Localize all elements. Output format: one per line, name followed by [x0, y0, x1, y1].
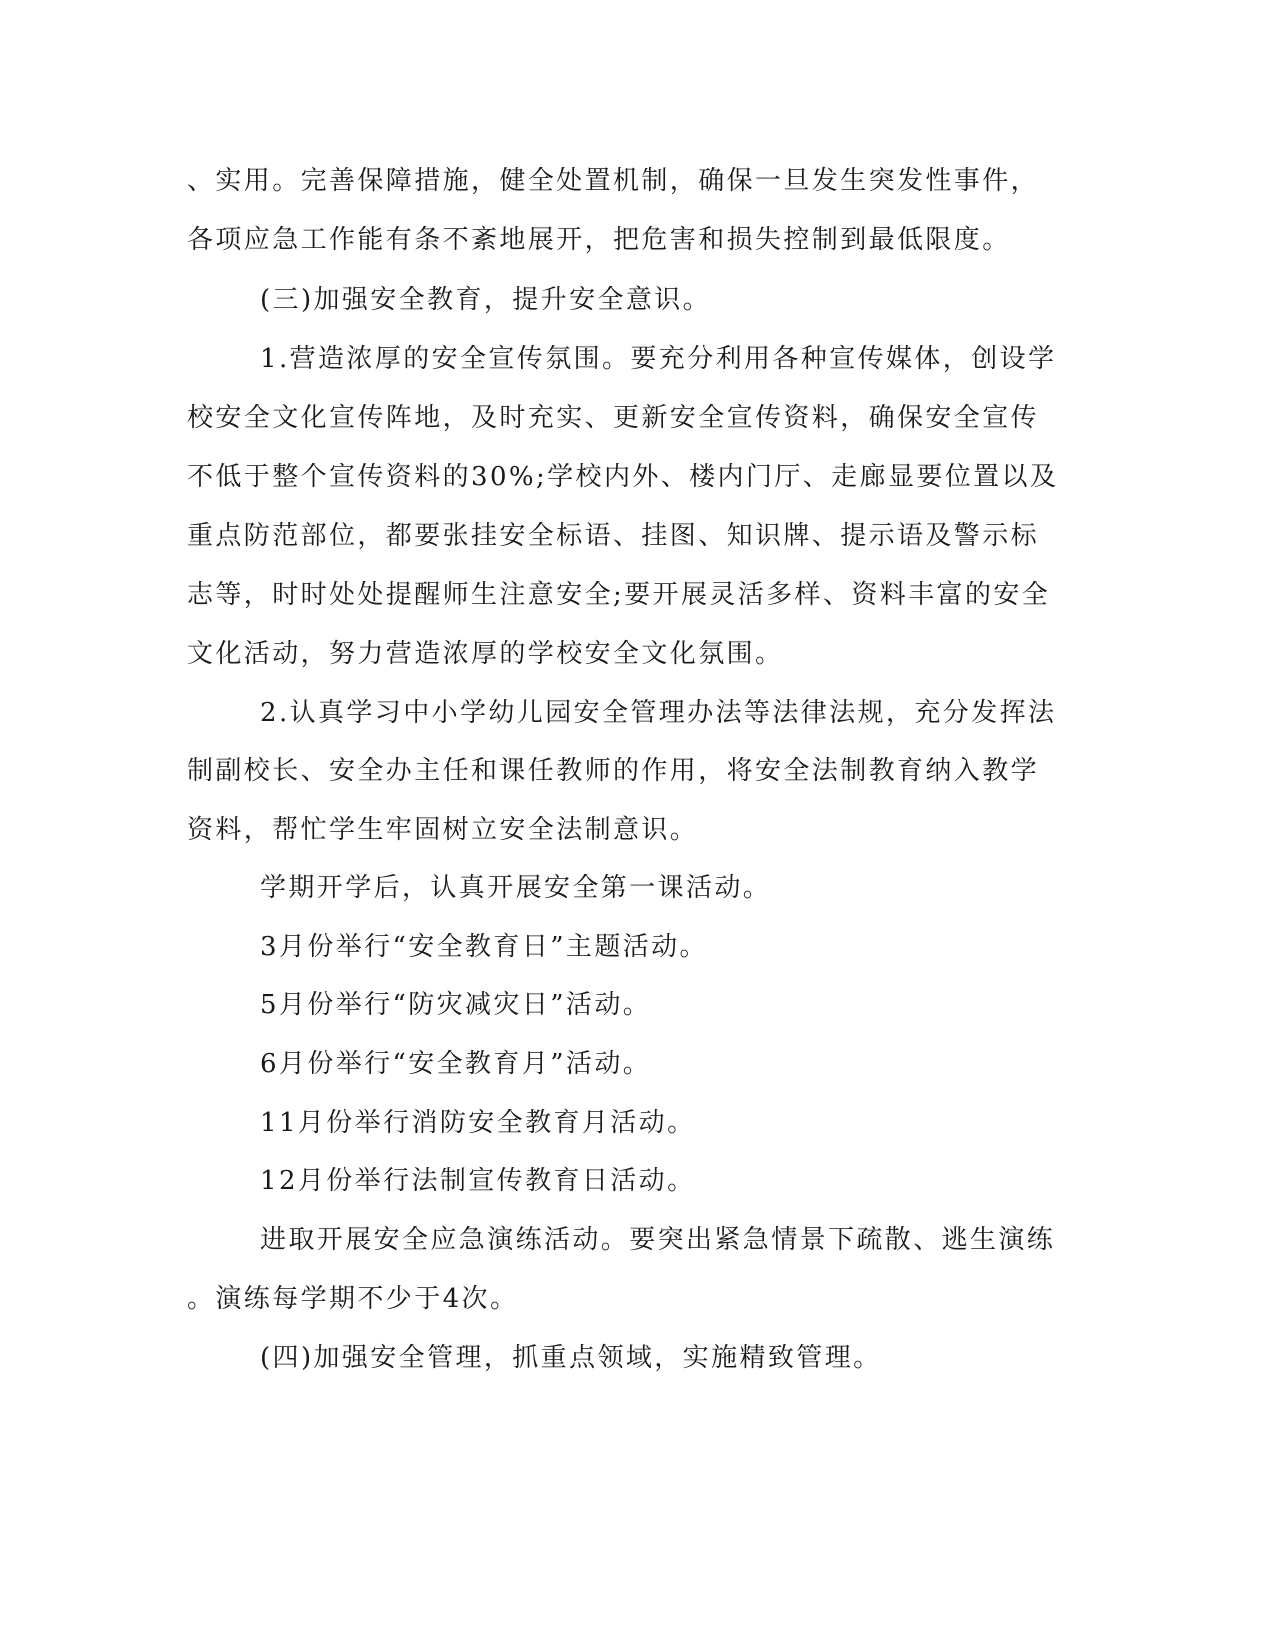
text-line: 资料，帮忙学生牢固树立安全法制意识。 [187, 815, 699, 845]
list-item: 3月份举行“安全教育日”主题活动。 [260, 932, 708, 962]
list-item: 12月份举行法制宣传教育日活动。 [260, 1166, 696, 1196]
section-heading: (三)加强安全教育，提升安全意识。 [260, 285, 712, 315]
text-line: 制副校长、安全办主任和课任教师的作用，将安全法制教育纳入教学 [187, 756, 1040, 786]
section-heading: (四)加强安全管理，抓重点领域，实施精致管理。 [260, 1343, 882, 1373]
text-line: 各项应急工作能有条不紊地展开，把危害和损失控制到最低限度。 [187, 225, 1011, 255]
list-item: 5月份举行“防灾减灾日”活动。 [260, 990, 652, 1020]
text-line: 1.营造浓厚的安全宣传氛围。要充分利用各种宣传媒体，创设学 [260, 344, 1057, 374]
list-item: 6月份举行“安全教育月”活动。 [260, 1049, 652, 1079]
text-line: 校安全文化宣传阵地，及时充实、更新安全宣传资料，确保安全宣传 [187, 403, 1040, 433]
text-line: 2.认真学习中小学幼儿园安全管理办法等法律法规，充分发挥法 [260, 698, 1057, 728]
list-item: 11月份举行消防安全教育月活动。 [260, 1108, 696, 1138]
text-line: 重点防范部位，都要张挂安全标语、挂图、知识牌、提示语及警示标 [187, 521, 1040, 551]
text-line: 学期开学后，认真开展安全第一课活动。 [260, 873, 772, 903]
text-line: 。演练每学期不少于4次。 [187, 1284, 519, 1314]
text-line: 志等，时时处处提醒师生注意安全;要开展灵活多样、资料丰富的安全 [187, 580, 1051, 610]
text-line: 文化活动，努力营造浓厚的学校安全文化氛围。 [187, 639, 784, 669]
text-line: 、实用。完善保障措施，健全处置机制，确保一旦发生突发性事件， [187, 166, 1040, 196]
text-line: 进取开展安全应急演练活动。要突出紧急情景下疏散、逃生演练 [260, 1225, 1056, 1255]
text-line: 不低于整个宣传资料的30%;学校内外、楼内门厅、走廊显要位置以及 [187, 462, 1059, 492]
